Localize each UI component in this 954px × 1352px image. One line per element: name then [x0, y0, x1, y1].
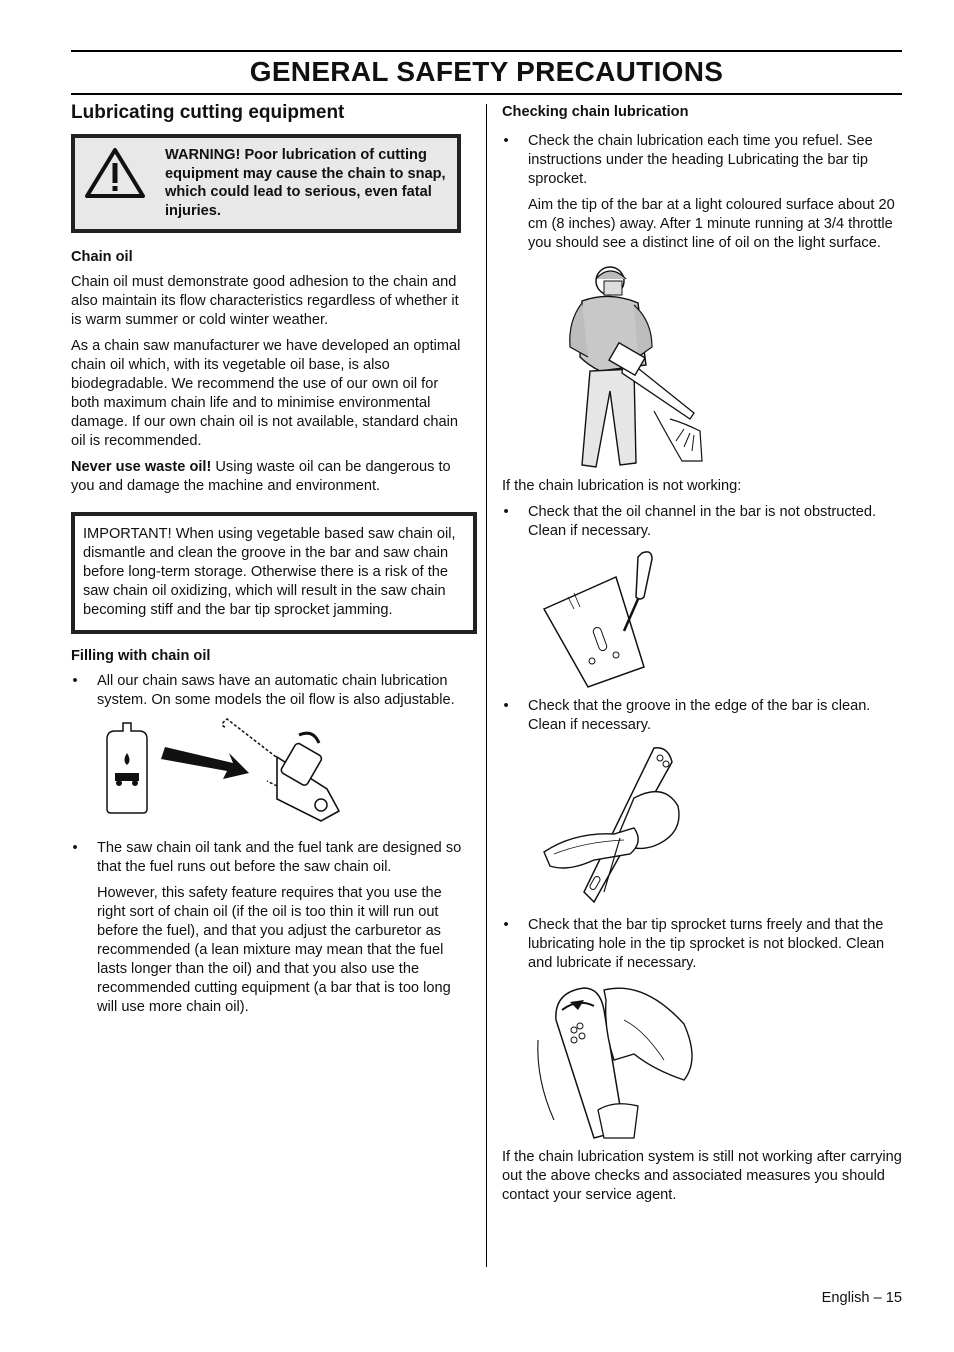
chain-oil-heading: Chain oil	[71, 249, 133, 265]
waste-oil-paragraph	[71, 458, 469, 496]
operator-oil-test-illustration	[534, 261, 704, 473]
chain-oil-paragraph-1: Chain oil must demonstrate good adhesion to the chain and also maintain its flow characteristics regardless of whether it is warm summer or cold winter weather.	[71, 274, 459, 328]
page-footer: English – 15	[821, 1290, 902, 1306]
warning-box	[71, 134, 461, 233]
screwdriver-bar-illustration	[534, 549, 674, 689]
oil-bottle-chainsaw-illustration	[101, 717, 341, 829]
bullet: •	[72, 673, 78, 689]
list-item	[502, 503, 902, 541]
list-item-continuation: However, this safety feature requires that you use the right sort of chain oil (if the oil is too thin it will run out before the fuel), and that you adjust the carburetor as recommended (a lean mixture may mean that the fuel lasts longer than the oil) and that you also use the recommended cutting equipment (a bar that is too long will use more chain oil).	[97, 885, 451, 1015]
hand-cleaning-groove-illustration	[534, 742, 704, 912]
bullet: •	[503, 504, 509, 520]
left-column	[71, 100, 469, 1024]
list-item-text: Check that the bar tip sprocket turns freely and that the lubricating hole in the tip sprocket is not blocked. Clean and lubricate if necessary.	[528, 917, 885, 971]
list-item	[71, 839, 469, 877]
list-item	[502, 697, 902, 735]
list-item	[502, 916, 902, 973]
list-item-text: Check the chain lubrication each time you refuel. See instructions under the heading Lubricating the bar tip sprocket.	[528, 133, 873, 187]
column-divider	[486, 104, 487, 1267]
final-text: If the chain lubrication system is still not working after carrying out the above checks and associated measures you should contact your service agent.	[502, 1149, 902, 1203]
list-item-continuation: Aim the tip of the bar at a light coloured surface about 20 cm (8 inches) away. After 1 minute running at 3/4 throttle you should see a distinct line of oil on the light surface.	[528, 197, 895, 251]
bullet: •	[503, 133, 509, 149]
bullet: •	[503, 698, 509, 714]
waste-oil-text: Using waste oil can be dangerous to you and damage the machine and environment.	[71, 459, 451, 494]
warning-text: WARNING! Poor lubrication of cutting equipment may cause the chain to snap, which could lead to serious, even fatal injuries.	[165, 147, 446, 219]
bullet: •	[72, 840, 78, 856]
list-item	[71, 672, 469, 710]
title-underline	[71, 93, 902, 95]
section-title: Lubricating cutting equipment	[71, 102, 345, 123]
page-title: GENERAL SAFETY PRECAUTIONS	[249, 56, 724, 87]
checking-heading: Checking chain lubrication	[502, 104, 689, 120]
list-item	[502, 132, 902, 189]
top-rule	[71, 50, 902, 52]
important-box: IMPORTANT! When using vegetable based saw chain oil, dismantle and clean the groove in the bar and saw chain before long-term storage. Otherwise there is a risk of the saw chain oil oxidizing, which will result in the saw chain becoming stiff and the bar tip sprocket jamming.	[71, 512, 477, 634]
waste-oil-bold: Never use waste oil!	[71, 459, 212, 475]
warning-triangle-icon	[83, 146, 165, 220]
list-item-text: All our chain saws have an automatic chain lubrication system. On some models the oil flow is also adjustable.	[97, 673, 455, 708]
right-column	[502, 104, 902, 1212]
list-item-text: Check that the groove in the edge of the bar is clean. Clean if necessary.	[528, 698, 871, 733]
chain-oil-paragraph-2: As a chain saw manufacturer we have developed an optimal chain oil which, with its vegetable oil base, is also biodegradable. We recommend the use of our own oil for both maximum chain life and to minimise environmental damage. If our own chain oil is not available, standard chain oil is recommended.	[71, 338, 461, 449]
filling-heading: Filling with chain oil	[71, 648, 211, 664]
list-item-text: The saw chain oil tank and the fuel tank are designed so that the fuel runs out before the saw chain oil.	[97, 840, 462, 875]
bullet: •	[503, 917, 509, 933]
list-item-text: Check that the oil channel in the bar is not obstructed. Clean if necessary.	[528, 504, 877, 539]
bar-tip-sprocket-illustration	[534, 980, 704, 1140]
not-working-text: If the chain lubrication is not working:	[502, 478, 742, 494]
